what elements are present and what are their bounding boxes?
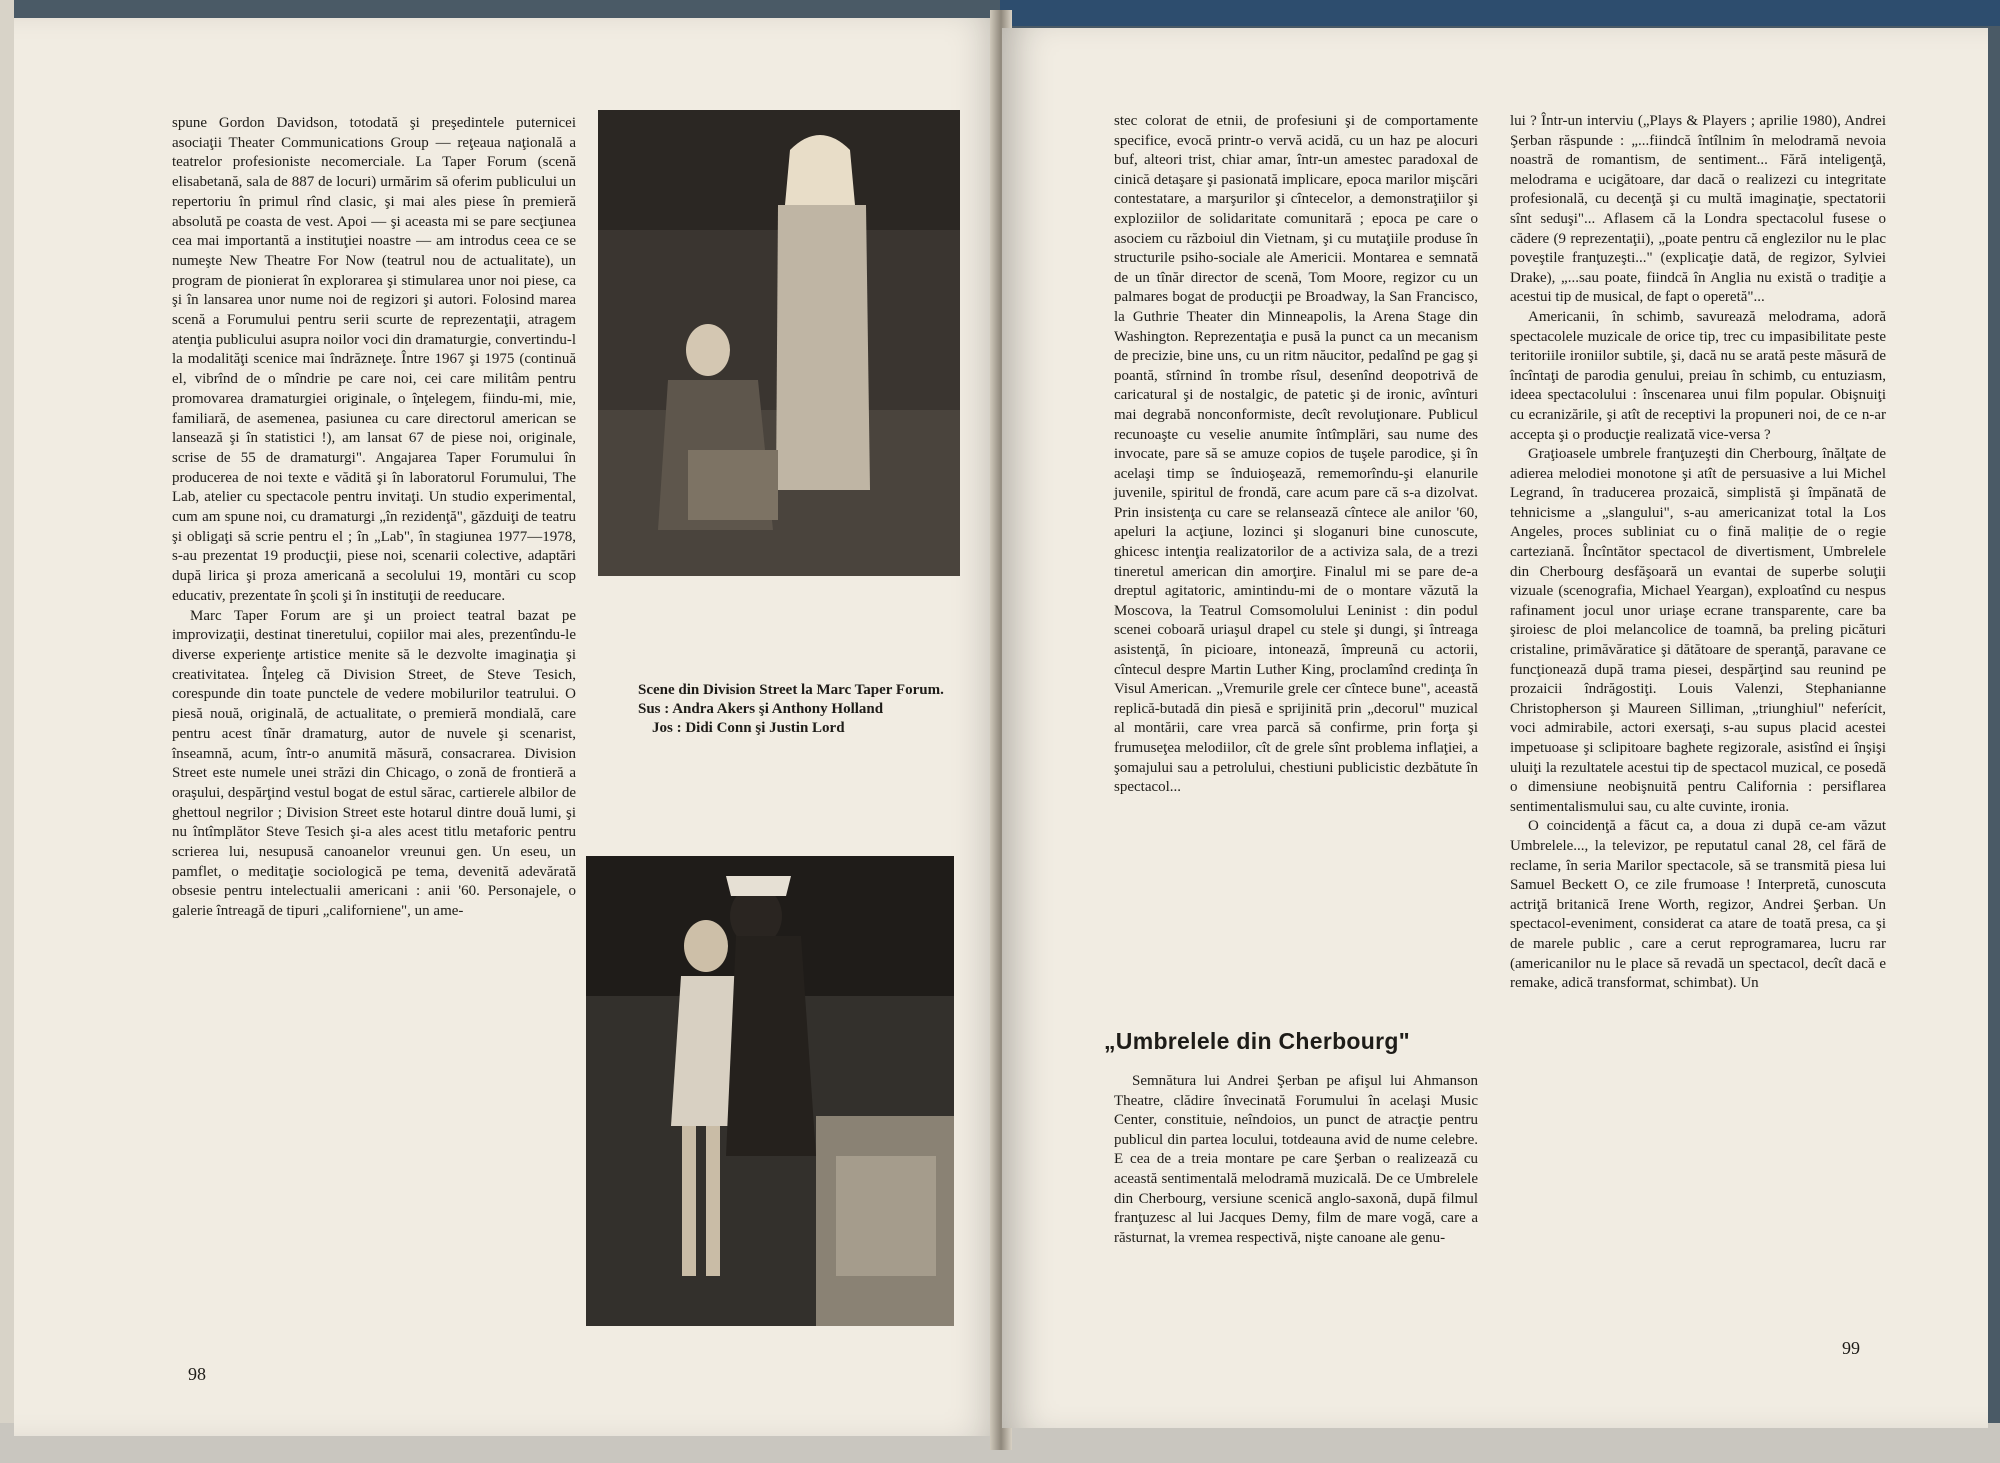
right-page-column-1-continued	[1114, 1072, 1478, 1248]
book-edge	[0, 0, 14, 1463]
right-page-column-1	[1114, 112, 1478, 798]
right-page	[1002, 28, 1988, 1428]
paragraph: stec colorat de etnii, de profesiuni şi de comportamente specifice, evocă printr-o vervă acidă, cu un haz pe alocuri buf, alteori trist, chiar amar, într-un amestec paradoxal de cinică detaşare şi pasionată implicare, epoca marilor mişcări contestatare, a marşurilor şi cîntecelor, a demonstraţiilor şi exploziilor de solidaritate comunitară ; epoca pe care o asociem cu războiul din Vietnam, şi cu mutaţiile produse în structurile psiho-sociale ale Americii. Montarea e semnată de un tînăr director de scenă, Tom Moore, regizor cu un palmares bogat de producţii pe Broadway, la San Francisco, la Guthrie Theater din Minneapolis, la Arena Stage din Washington. Reprezentaţia e pusă la punct ca un mecanism de precizie, bine uns, cu un ritm năucitor, pedalînd pe gag şi poantă, stîrnind în trombe rîsul, desenînd deopotrivă de caricatural şi de nostalgic, de patetic şi de ironic, avînturi mai degrabă nonconformiste, decît revoluţionare. Publicul recunoaşte cu veselie anumite întîmplări, sau nume des invocate, pare să se amuze copios de tuşele parodice, şi în acelaşi timp se înduioşează, rememorîndu-şi elanurile juvenile, spiritul de frondă, care acum pare că s-a dizolvat. Prin insistenţa cu care se relansează cîntece ale anilor '60, apeluri la acţiune, lozinci şi sloganuri bine cunoscute, ghicesc intenţia realizatorilor de a activiza sala, de a trezi tineretul american din amorţire. Finalul mi se pare de-a dreptul agitatoric, amintindu-mi de o montare văzută la Moscova, la Teatrul Comsomolului Leninist : din podul scenei coboară uriaşul drapel cu stele şi dungi, şi întreaga asistenţă, în picioare, intonează, împreună cu actorii, cîntecul despre Martin Luther King, proclamînd credinţa în Visul American. „Vremurile grele cer cîntece bune", această replică-butadă din piesă e sprijinită prin „decorul" muzical al montării, care vrea parcă să confirme, prin forţa şi frumuseţea melodiilor, cît de grele sînt problema inflaţiei, a şomajului sau a petrolului, chestiuni publicistic dezbătute în spectacol...	[1114, 113, 1478, 796]
caption-line: Sus : Andra Akers şi Anthony Holland	[638, 701, 884, 717]
paragraph: Marc Taper Forum are şi un proiect teatral bazat pe improvizaţii, destinat tineretului, copiilor mai ales, prezentîndu-le diverse experienţe artistice menite să le dezvolte imaginaţia şi creativitatea. Înţeleg că Division Street, de Steve Tesich, corespunde din toate punctele de vedere mobilurilor teatrului. O piesă nouă, originală, de actualitate, o premieră mondială, care pentru acest tînăr dramaturg, autor de nuvele şi scenarist, înseamnă, acum, într-o anumită măsură, consacrarea. Division Street este numele unei străzi din Chicago, o zonă de frontieră a oraşului, despărţind vestul bogat de estul sărac, cartierele albilor de ghettoul negrilor ; Division Street este hotarul dintre două lumi, şi nu întîmplător Steve Tesich şi-a ales acest titlu metaforic pentru scrierea lui, nesupusă canoanelor vreunui gen. Un eseu, un pamflet, o meditaţie sociologică pe tema, devenită adevărată obsesie pentru intelectualii americani : anii '60. Personajele, o galerie întreagă de tipuri „californiene", un ame-	[172, 607, 576, 920]
section-heading: „Umbrelele din Cherbourg"	[1104, 1028, 1410, 1054]
paragraph: Semnătura lui Andrei Şerban pe afişul lui Ahmanson Theatre, clădire învecinată Forumului în acelaşi Music Center, constituie, neîndoios, un punct de atracţie pentru publicul din partea locului, totdeauna avid de nume celebre. E cea de a treia montare pe care Şerban o realizează cu această sentimentală melodramă muzicală. De ce Umbrelele din Cherbourg, versiune scenică anglo-saxonă, după filmul franţuzesc al lui Jacques Demy, film de mare vogă, care a răsturnat, la vremea respectivă, nişte canoane ale genu-	[1114, 1073, 1478, 1246]
photo-bottom	[586, 856, 954, 1326]
left-page	[14, 18, 1002, 1436]
left-page-column	[172, 114, 576, 922]
paragraph: spune Gordon Davidson, totodată şi preşedintele puternicei asociaţii Theater Communications Group — reţeaua naţională a teatrelor profesioniste necomerciale. La Taper Forum (scenă elisabetană, sala de 887 de locuri) urmărim să oferim publicului un repertoriu în primul rînd clasic, şi mai ales piese în premieră absolută pe coasta de vest. Apoi — şi aceasta mi se pare secţiunea cea mai importantă a instituţiei noastre — am introdus ceea ce se numeşte New Theatre For Now (teatrul nou de actualitate), un program de pionierat în explorarea şi stimularea unor noi piese, ca şi în lansarea unor nume noi de regizori şi autori. Folosind marea scenă a Forumului pentru serii scurte de reprezentaţii, atragem atenţia publicului asupra noilor voci din dramaturgie, convertindu-l la modalităţi scenice mai îndrăzneţe. Între 1967 şi 1975 (continuă el, vibrînd de o mîndrie pe care noi, cei care militâm pentru promovarea dramaturgiei originale, o înţelegem, fiindu-mi, mie, familiară, de asemenea, pasiunea cu care directorul american se lansează şi în statistici !), am lansat 67 de piese noi, originale, scrise de 55 de dramaturgi". Angajarea Taper Forumului în producerea de noi texte e vădită şi în laboratorul Forumului, The Lab, atelier cu spectacole pentru invitaţi. Un studio experimental, cum am spune noi, cu dramaturgi „în rezidenţă", găzduiţi de teatru şi obligaţi să scrie pentru el ; în „Lab", în stagiunea 1977—1978, s-au prezentat 19 producţii, piese noi, scenarii colective, adaptări după lirica şi proza americană a secolului 19, montări cu scop educativ, prezentate în şcoli şi în instituţii de reeducare.	[172, 115, 576, 604]
book-cover-edge	[1000, 0, 2000, 26]
paragraph: O coincidenţă a făcut ca, a doua zi după ce-am văzut Umbrelele..., la televizor, pe reputatul canal 28, cel fără de reclame, în seria Marilor spectacole, să se transmită piesa lui Samuel Beckett O, ce zile frumoase ! Interpretă, cunoscuta actriţă britanică Irene Worth, regizor, Andrei Şerban. Un spectacol-eveniment, considerat ca atare de toată presa, ca şi de marele public , care a cerut reprogramarea, lucru rar (americanilor nu le place să revadă un spectacol, decît dacă e remake, adică transformat, schimbat). Un	[1510, 818, 1886, 992]
page-number: 99	[1842, 1338, 1860, 1358]
photo-caption	[638, 681, 970, 738]
paragraph: lui ? Într-un interviu („Plays & Players ; aprilie 1980), Andrei Şerban răspunde : „...fiindcă întîlnim în melodramă nevoia noastră de romantism, de sentiment... Fără inteligenţă, melodrama e ucigătoare, dar dacă o realizezi cu integritate profesională, cu decenţă şi cu multă imaginaţie, spectatorii sînt seduşi"... Aflasem că la Londra spectacolul fusese o cădere (9 reprezentaţii), „poate pentru că englezilor nu le plac poveştile franţuzeşti..." (explicaţie dată, de regizor, Sylviei Drake), „...sau poate, fiindcă în Anglia nu există o tradiţie a acestui tip de musical, de fapt o operetă"...	[1510, 113, 1886, 306]
paragraph: Americanii, în schimb, savurează melodrama, adoră spectacolele muzicale de orice tip, trec cu impasibilitate peste teritoriile ironiilor subtile, şi, dacă nu se arată peste măsură de încîntaţi de parodia genului, preiau în schimb, cu entuziasm, ideea spectacolului : înscenarea unui film popular. Obişnuiţi cu ecranizările, şi atît de receptivi la propuneri noi, de ce n-ar accepta şi o producţie realizată vice-versa ?	[1510, 308, 1886, 443]
right-page-column-2	[1510, 112, 1886, 994]
stage-photo-image	[586, 856, 954, 1326]
page-number: 98	[188, 1364, 206, 1384]
caption-line: Jos : Didi Conn şi Justin Lord	[652, 720, 845, 736]
photo-top	[598, 110, 960, 576]
caption-line: Scene din Division Street la Marc Taper Forum.	[638, 682, 944, 698]
stage-photo-image	[598, 110, 960, 576]
paragraph: Graţioasele umbrele franţuzeşti din Cherbourg, înălţate de adierea melodiei monotone şi atît de persuasive a lui Michel Legrand, în traducerea prozaică, simplistă şi împănată de tehnicisme a „slangului", s-au americanizat total la Los Angeles, proces subliniat cu o fină maliție de o regie carteziană. Încîntător spectacol de divertisment, Umbrelele din Cherbourg desfăşoară un evantai de superbe soluţii vizuale (scenografia, Michael Yeargan), exploatînd cu nespus rafinament jocul unor uriaşe ecrane transparente, care ba şiroiesc de ploi melancolice de toamnă, ba preling picături cristaline, primăvăratice şi dătătoare de speranţă, paravane ce funcţionează după trama piesei, despărţind sau reunind pe prozaicii îndrăgostiţi. Louis Valenzi, Stephanianne Christopherson şi Maureen Silliman, „triunghiul" neferícit, voci admirabile, actori exersaţi, s-au supus placid acestei impetuoase şi sclipitoare baghete regizorale, asistînd ei înşişi uluiţi la rezultatele acestui tip de spectacol muzical, ce posedă o dimensiune neobişnuită pentru California : persiflarea sentimentalismului sau, cu alte cuvinte, ironia.	[1510, 446, 1886, 815]
